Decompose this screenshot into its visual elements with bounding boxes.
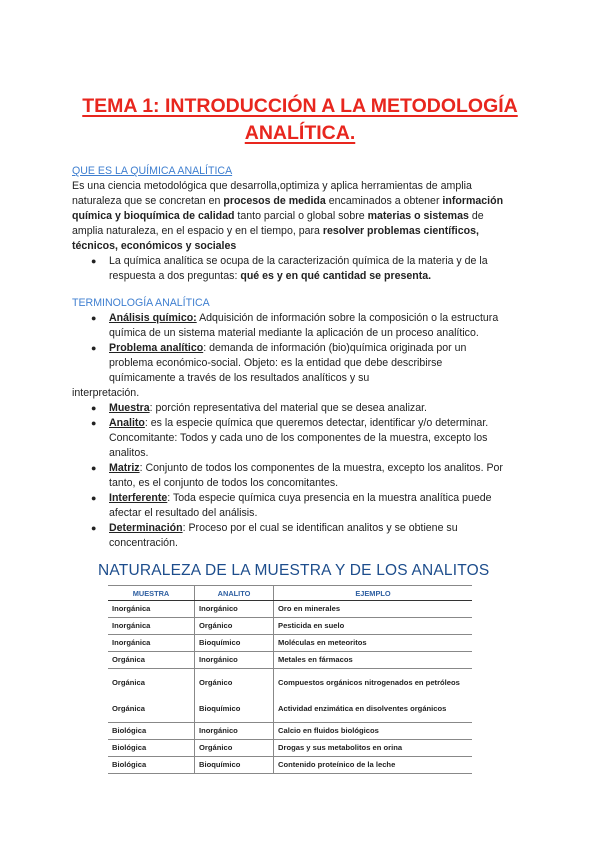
section-heading-terminologia: TERMINOLOGÍA ANALÍTICA (72, 297, 210, 309)
term-line: tanto, es el conjunto de todos los concomitantes. (109, 477, 339, 489)
table-cell: Biológica (108, 723, 195, 740)
column-header-muestra: MUESTRA (108, 586, 195, 601)
bullet-icon: ● (91, 403, 97, 413)
table-row (108, 601, 472, 618)
section-heading-que-es: QUE ES LA QUÍMICA ANALÍTICA (72, 165, 233, 177)
term-line: concentración. (109, 537, 178, 549)
table-cell: Inorgánico (195, 601, 274, 618)
term-line: Concomitante: Todos y cada uno de los componentes de la muestra, excepto los (109, 432, 488, 444)
term-determinacion: Determinación: Proceso por el cual se identifican analitos y se obtiene su (109, 522, 458, 534)
table-cell: Inorgánica (108, 635, 195, 652)
bullet-icon: ● (91, 493, 97, 503)
document-title (60, 93, 540, 147)
bullet-icon: ● (91, 343, 97, 353)
table-row (108, 740, 472, 757)
bullet-icon: ● (91, 256, 97, 266)
term-problema-analitico: Problema analítico: demanda de información (bio)química originada por un (109, 342, 467, 354)
table-cell: Moléculas en meteoritos (274, 635, 473, 652)
term-line: problema económico-social. Objeto: es la entidad que debe describirse (109, 357, 443, 369)
term-line: químicamente a través de los resultados analíticos y su (109, 372, 370, 384)
table-cell: Bioquímico (195, 635, 274, 652)
term-analito: Analito: es la especie química que queremos detectar, identificar y/o determinar. (109, 417, 489, 429)
term-analisis-quimico: Análisis químico: Adquisición de información sobre la composición o la estructura (109, 312, 499, 324)
bullet-icon: ● (91, 523, 97, 533)
table-cell: Inorgánica (108, 618, 195, 635)
table-cell: Actividad enzimática en disolventes orgánicos (274, 696, 473, 723)
table-row (108, 669, 472, 696)
table-cell: Compuestos orgánicos nitrogenados en petróleos (278, 677, 460, 687)
table-cell: Oro en minerales (274, 601, 473, 618)
term-line: afectar el resultado del análisis. (109, 507, 258, 519)
table-row (108, 757, 472, 774)
paragraph-line: amplia naturaleza, en el espacio y en el tiempo, para resolver problemas científicos, (72, 225, 479, 237)
table-row (108, 618, 472, 635)
bullet-icon: ● (91, 463, 97, 473)
table-cell: Orgánico (195, 669, 274, 696)
term-line: analitos. (109, 447, 149, 459)
table-title: NATURALEZA DE LA MUESTRA Y DE LOS ANALITOS (98, 562, 490, 579)
paragraph-line: Es una ciencia metodológica que desarrolla,optimiza y aplica herramientas de amplia (72, 180, 472, 192)
table-cell: Pesticida en suelo (274, 618, 473, 635)
table-cell: Orgánica (108, 652, 195, 669)
term-muestra: Muestra: porción representativa del material que se desea analizar. (109, 402, 427, 414)
table-cell: Biológica (108, 740, 195, 757)
column-header-ejemplo: EJEMPLO (274, 586, 473, 601)
paragraph-line: técnicos, económicos y sociales (72, 240, 237, 252)
table-cell: Inorgánica (108, 601, 195, 618)
table-row (108, 696, 472, 723)
table-cell: Inorgánico (195, 652, 274, 669)
table-cell: Orgánico (195, 740, 274, 757)
table-cell: Bioquímico (195, 696, 274, 723)
table-cell: Contenido proteínico de la leche (274, 757, 473, 774)
naturaleza-table (108, 585, 472, 774)
table-cell: Biológica (108, 757, 195, 774)
bullet-icon: ● (91, 313, 97, 323)
table-cell: Drogas y sus metabolitos en orina (274, 740, 473, 757)
table-cell: Orgánica (108, 696, 195, 723)
term-line: química de un sistema material mediante la aplicación de un proceso analítico. (109, 327, 479, 339)
bullet-text: respuesta a dos preguntas: qué es y en qué cantidad se presenta. (109, 270, 432, 282)
title-line-2: ANALÍTICA. (244, 122, 356, 144)
table-cell: Bioquímico (195, 757, 274, 774)
table-cell: Calcio en fluidos biológicos (274, 723, 473, 740)
term-matriz: Matriz: Conjunto de todos los componentes de la muestra, excepto los analitos. Por (109, 462, 503, 474)
table-row (108, 635, 472, 652)
table-cell: Inorgánico (195, 723, 274, 740)
table-row (108, 723, 472, 740)
table-header-row (108, 586, 472, 601)
bullet-icon: ● (91, 418, 97, 428)
paragraph-line: química y bioquímica de calidad tanto parcial o global sobre materias o sistemas de (72, 210, 484, 222)
bullet-text: La química analítica se ocupa de la caracterización química de la materia y de la (109, 255, 488, 267)
term-interferente: Interferente: Toda especie química cuya presencia en la muestra analítica puede (109, 492, 492, 504)
title-line-1: TEMA 1: INTRODUCCIÓN A LA METODOLOGÍA (82, 95, 518, 117)
table-cell: Orgánica (108, 669, 195, 696)
table-cell: Orgánico (195, 618, 274, 635)
table-cell: Metales en fármacos (274, 652, 473, 669)
table-row (108, 652, 472, 669)
column-header-analito: ANALITO (195, 586, 274, 601)
term-line: interpretación. (72, 387, 140, 399)
paragraph-line: naturaleza que se concretan en procesos de medida encaminados a obtener información (72, 195, 504, 207)
